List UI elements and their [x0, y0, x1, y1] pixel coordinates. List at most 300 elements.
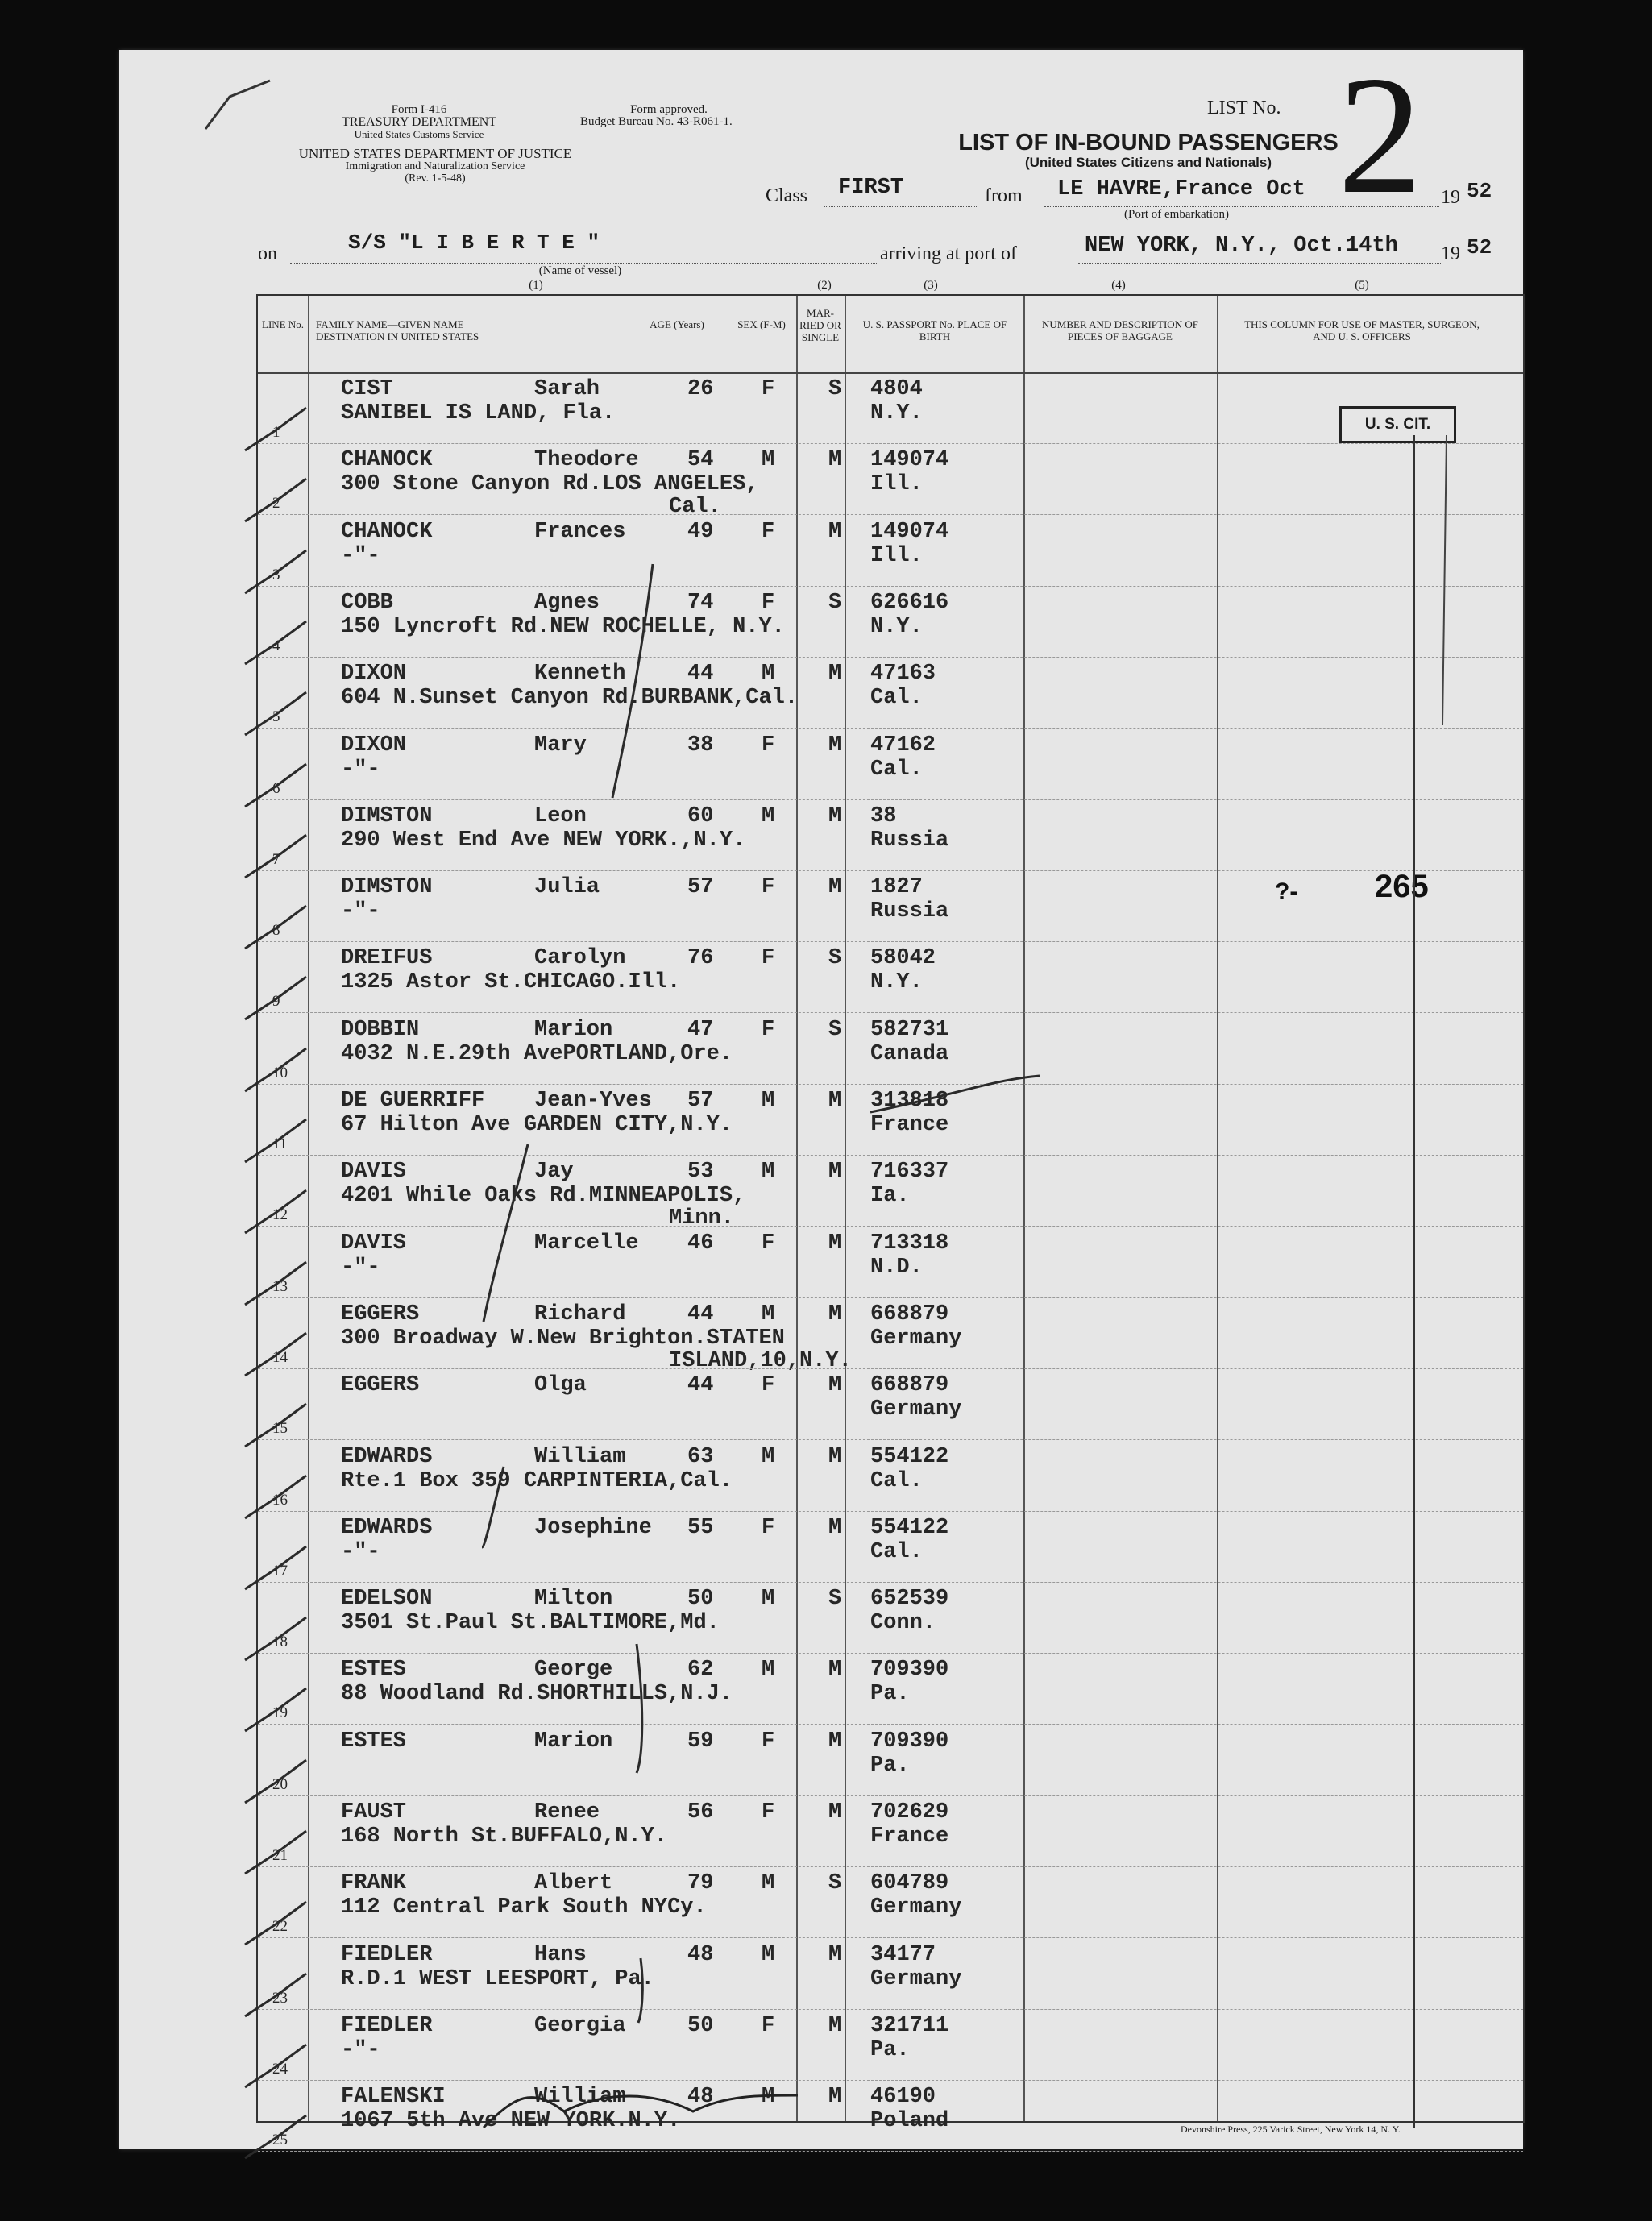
list-number: 2 — [1338, 42, 1422, 229]
table-row — [258, 1299, 1523, 1373]
sex: M — [762, 1587, 775, 1612]
col-num-2: (2) — [817, 279, 832, 292]
table-row — [258, 1370, 1523, 1441]
given-name: William — [534, 2085, 626, 2110]
line-number: 19 — [272, 1704, 288, 1722]
passport-number: 668879 — [870, 1301, 949, 1326]
table-row — [258, 2082, 1523, 2153]
row-rule — [258, 728, 1523, 729]
vessel-underline — [290, 263, 878, 264]
col-num-1: (1) — [529, 279, 543, 292]
from-label: from — [985, 185, 1023, 206]
destination: 67 Hilton Ave GARDEN CITY,N.Y. — [341, 1113, 733, 1137]
family-name: EDWARDS — [341, 1444, 433, 1469]
passport-number: 149074 — [870, 448, 949, 473]
line-number: 15 — [272, 1420, 288, 1438]
line-number: 21 — [272, 1847, 288, 1864]
family-name: DAVIS — [341, 1231, 407, 1256]
marital-status: S — [828, 1017, 842, 1042]
table-row — [258, 1156, 1523, 1231]
table-row — [258, 1797, 1523, 1868]
place-of-birth: N.Y. — [870, 401, 923, 426]
family-name: ESTES — [341, 1658, 407, 1683]
class-value: FIRST — [838, 176, 904, 200]
us-citizen-stamp: U. S. CIT. — [1339, 406, 1456, 443]
passport-number: 604789 — [870, 1871, 949, 1896]
line-number: 20 — [272, 1775, 288, 1793]
place-of-birth: Canada — [870, 1041, 949, 1066]
place-of-birth: Conn. — [870, 1611, 936, 1636]
passport-number: 554122 — [870, 1444, 949, 1469]
given-name: William — [534, 1444, 626, 1469]
row-rule — [258, 2009, 1523, 2010]
destination: -"- — [341, 1255, 380, 1280]
arrival-underline — [1078, 263, 1441, 264]
line-number: 12 — [272, 1206, 288, 1224]
given-name: Leon — [534, 803, 587, 828]
line-number: 5 — [272, 708, 280, 726]
document-subtitle: (United States Citizens and Nationals) — [1024, 155, 1272, 170]
treasury-dept: TREASURY DEPARTMENT — [341, 115, 497, 129]
passport-number: 47162 — [870, 733, 936, 758]
table-row — [258, 1654, 1523, 1725]
given-name: Georgia — [534, 2013, 626, 2038]
row-rule — [258, 1155, 1523, 1156]
marital-status: M — [828, 803, 842, 828]
passport-number: 709390 — [870, 1729, 949, 1754]
line-number: 14 — [272, 1348, 288, 1366]
place-of-birth: N.Y. — [870, 614, 923, 639]
marital-status: M — [828, 1373, 842, 1398]
marital-status: M — [828, 1800, 842, 1825]
place-of-birth: Pa. — [870, 2037, 910, 2062]
given-name: Agnes — [534, 590, 600, 615]
col-num-5: (5) — [1355, 279, 1369, 292]
row-rule — [258, 2151, 1523, 2152]
marital-status: M — [828, 2085, 842, 2110]
destination: -"- — [341, 543, 380, 568]
family-name: DOBBIN — [341, 1017, 420, 1042]
on-label: on — [258, 243, 277, 264]
form-revision: (Rev. 1-5-48) — [405, 172, 466, 185]
place-of-birth: Germany — [870, 1895, 962, 1920]
table-row — [258, 445, 1523, 520]
place-of-birth: France — [870, 1113, 949, 1137]
marital-status: M — [828, 1515, 842, 1540]
age: 54 — [687, 448, 714, 473]
table-row — [258, 1442, 1523, 1513]
family-name: FIEDLER — [341, 2013, 433, 2038]
family-name: FALENSKI — [341, 2085, 446, 2110]
given-name: Mary — [534, 733, 587, 758]
family-name: CIST — [341, 377, 393, 401]
destination: 300 Broadway W.New Brighton.STATEN — [341, 1326, 785, 1351]
row-rule — [258, 1724, 1523, 1725]
family-name: DIMSTON — [341, 803, 433, 828]
marital-status: M — [828, 1301, 842, 1326]
printer-credit: Devonshire Press, 225 Varick Street, New York 14, N. Y. — [1181, 2123, 1401, 2135]
col-head-officers: THIS COLUMN FOR USE OF MASTER, SURGEON, AND U. S. OFFICERS — [1244, 318, 1480, 342]
row-rule — [258, 514, 1523, 515]
age: 60 — [687, 803, 714, 828]
given-name: Marcelle — [534, 1231, 639, 1256]
family-name: ESTES — [341, 1729, 407, 1754]
age: 48 — [687, 1942, 714, 1967]
family-name: FIEDLER — [341, 1942, 433, 1967]
sex: M — [762, 662, 775, 687]
marital-status: M — [828, 448, 842, 473]
sex: M — [762, 448, 775, 473]
class-label: Class — [766, 185, 808, 206]
age: 50 — [687, 1587, 714, 1612]
line-number: 16 — [272, 1491, 288, 1509]
place-of-birth: N.D. — [870, 1255, 923, 1280]
sex: F — [762, 733, 775, 758]
destination-line2: Minn. — [669, 1206, 735, 1231]
age: 47 — [687, 1017, 714, 1042]
line-number: 10 — [272, 1064, 288, 1081]
passport-number: 668879 — [870, 1373, 949, 1398]
age: 57 — [687, 1089, 714, 1113]
from-year-prefix: 19 — [1441, 187, 1460, 208]
place-of-birth: N.Y. — [870, 970, 923, 995]
destination: SANIBEL IS LAND, Fla. — [341, 401, 616, 426]
sex: F — [762, 1017, 775, 1042]
sex: M — [762, 1301, 775, 1326]
sex: F — [762, 590, 775, 615]
family-name: DE GUERRIFF — [341, 1089, 485, 1113]
table-row — [258, 1086, 1523, 1156]
line-number: 6 — [272, 779, 280, 797]
passport-number: 626616 — [870, 590, 949, 615]
line-number: 9 — [272, 993, 280, 1011]
sex: F — [762, 377, 775, 401]
given-name: Frances — [534, 519, 626, 544]
marital-status: M — [828, 1231, 842, 1256]
passport-number: 716337 — [870, 1160, 949, 1185]
destination: 604 N.Sunset Canyon Rd.BURBANK,Cal. — [341, 686, 799, 711]
given-name: Carolyn — [534, 946, 626, 971]
destination: 300 Stone Canyon Rd.LOS ANGELES, — [341, 472, 759, 497]
marital-status: M — [828, 519, 842, 544]
given-name: Renee — [534, 1800, 600, 1825]
annotation-prefix: ?- — [1275, 878, 1298, 905]
sex: F — [762, 1729, 775, 1754]
passport-number: 149074 — [870, 519, 949, 544]
marital-status: S — [828, 590, 842, 615]
from-underline — [1044, 206, 1439, 207]
marital-status: M — [828, 2013, 842, 2038]
sex: M — [762, 803, 775, 828]
age: 57 — [687, 875, 714, 900]
age: 56 — [687, 1800, 714, 1825]
arrival-year: 52 — [1467, 235, 1492, 259]
place-of-birth: Cal. — [870, 686, 923, 711]
given-name: Albert — [534, 1871, 613, 1896]
destination: 4201 While Oaks Rd.MINNEAPOLIS, — [341, 1184, 746, 1209]
family-name: CHANOCK — [341, 519, 433, 544]
marital-status: M — [828, 662, 842, 687]
line-number: 17 — [272, 1562, 288, 1580]
marital-status: M — [828, 875, 842, 900]
col-head-name: FAMILY NAME—GIVEN NAME DESTINATION IN UNITED STATES — [316, 318, 479, 342]
table-row — [258, 2011, 1523, 2082]
destination: 150 Lyncroft Rd.NEW ROCHELLE, N.Y. — [341, 614, 785, 639]
place-of-birth: Cal. — [870, 757, 923, 782]
line-number: 11 — [272, 1135, 288, 1152]
destination: 290 West End Ave NEW YORK.,N.Y. — [341, 828, 746, 853]
justice-dept: UNITED STATES DEPARTMENT OF JUSTICE — [298, 146, 572, 161]
marital-status: M — [828, 1160, 842, 1185]
form-number: Form I-416 — [391, 103, 447, 116]
table-row — [258, 1726, 1523, 1797]
destination: -"- — [341, 1539, 380, 1564]
given-name: Milton — [534, 1587, 613, 1612]
destination: 1325 Astor St.CHICAGO.Ill. — [341, 970, 681, 995]
line-number: 25 — [272, 2132, 288, 2149]
marital-status: M — [828, 1658, 842, 1683]
row-rule — [258, 1795, 1523, 1796]
place-of-birth: Pa. — [870, 1682, 910, 1707]
given-name: George — [534, 1658, 613, 1683]
table-row — [258, 1228, 1523, 1299]
given-name: Jean-Yves — [534, 1089, 652, 1113]
age: 46 — [687, 1231, 714, 1256]
family-name: EDELSON — [341, 1587, 433, 1612]
sex: F — [762, 1373, 775, 1398]
given-name: Olga — [534, 1373, 587, 1398]
destination: R.D.1 WEST LEESPORT, Pa. — [341, 1966, 654, 1991]
table-row — [258, 1584, 1523, 1654]
age: 76 — [687, 946, 714, 971]
age: 44 — [687, 662, 714, 687]
table-row — [258, 374, 1523, 445]
place-of-birth: Pa. — [870, 1753, 910, 1778]
table-row — [258, 1940, 1523, 2011]
embark-caption: (Port of embarkation) — [1124, 208, 1229, 221]
line-number: 1 — [272, 424, 280, 441]
line-number: 4 — [272, 637, 280, 654]
family-name: CHANOCK — [341, 448, 433, 473]
destination: 1067 5th Ave NEW YORK.N.Y. — [341, 2109, 681, 2134]
vessel-name: S/S "L I B E R T E " — [348, 230, 600, 255]
family-name: COBB — [341, 590, 393, 615]
sex: F — [762, 875, 775, 900]
table-row — [258, 943, 1523, 1014]
place-of-birth: Germany — [870, 1966, 962, 1991]
family-name: EGGERS — [341, 1373, 420, 1398]
table-row — [258, 587, 1523, 658]
passport-number: 58042 — [870, 946, 936, 971]
place-of-birth: Ill. — [870, 543, 923, 568]
line-number: 2 — [272, 495, 280, 513]
given-name: Jay — [534, 1160, 574, 1185]
row-rule — [258, 1653, 1523, 1654]
destination: 88 Woodland Rd.SHORTHILLS,N.J. — [341, 1682, 733, 1707]
family-name: EGGERS — [341, 1301, 420, 1326]
sex: M — [762, 1871, 775, 1896]
col-head-married: MAR-RIED OR SINGLE — [799, 307, 841, 343]
marital-status: S — [828, 377, 842, 401]
form-approved: Form approved. — [630, 103, 708, 116]
customs-service: United States Customs Service — [354, 128, 484, 140]
passport-number: 652539 — [870, 1587, 949, 1612]
row-rule — [258, 1368, 1523, 1369]
marital-status: S — [828, 1587, 842, 1612]
given-name: Julia — [534, 875, 600, 900]
family-name: EDWARDS — [341, 1515, 433, 1540]
passport-number: 46190 — [870, 2085, 936, 2110]
destination: 168 North St.BUFFALO,N.Y. — [341, 1825, 668, 1849]
line-number: 7 — [272, 850, 280, 868]
age: 79 — [687, 1871, 714, 1896]
age: 26 — [687, 377, 714, 401]
place-of-birth: Cal. — [870, 1539, 923, 1564]
sex: F — [762, 1800, 775, 1825]
marital-status: M — [828, 1729, 842, 1754]
given-name: Richard — [534, 1301, 626, 1326]
family-name: DAVIS — [341, 1160, 407, 1185]
passport-number: 313818 — [870, 1089, 949, 1113]
family-name: DIXON — [341, 733, 407, 758]
col-num-4: (4) — [1111, 279, 1126, 292]
marital-status: S — [828, 1871, 842, 1896]
given-name: Hans — [534, 1942, 587, 1967]
row-rule — [258, 870, 1523, 871]
age: 50 — [687, 2013, 714, 2038]
age: 53 — [687, 1160, 714, 1185]
age: 55 — [687, 1515, 714, 1540]
row-rule — [258, 1582, 1523, 1583]
col-head-sex: SEX (F-M) — [737, 318, 786, 330]
destination: -"- — [341, 899, 380, 924]
sex: F — [762, 519, 775, 544]
table-row — [258, 1015, 1523, 1086]
arrival-year-prefix: 19 — [1441, 243, 1460, 264]
col-head-passport: U. S. PASSPORT No. PLACE OF BIRTH — [862, 318, 1007, 342]
family-name: DREIFUS — [341, 946, 433, 971]
sex: F — [762, 2013, 775, 2038]
from-value: LE HAVRE,France Oct — [1057, 177, 1305, 201]
place-of-birth: Russia — [870, 899, 949, 924]
row-rule — [258, 657, 1523, 658]
age: 63 — [687, 1444, 714, 1469]
sex: M — [762, 1942, 775, 1967]
family-name: DIXON — [341, 662, 407, 687]
destination: -"- — [341, 2037, 380, 2062]
from-year: 52 — [1467, 179, 1492, 203]
passport-number: 1827 — [870, 875, 923, 900]
sex: M — [762, 2085, 775, 2110]
vessel-caption: (Name of vessel) — [538, 264, 622, 277]
sex: M — [762, 1089, 775, 1113]
family-name: FAUST — [341, 1800, 407, 1825]
ins-name: Immigration and Naturalization Service — [345, 160, 525, 172]
place-of-birth: Cal. — [870, 1468, 923, 1493]
line-number: 8 — [272, 922, 280, 940]
line-number: 23 — [272, 1989, 288, 2007]
col-head-baggage: NUMBER AND DESCRIPTION OF PIECES OF BAGGAGE — [1042, 318, 1198, 342]
row-rule — [258, 1226, 1523, 1227]
row-rule — [258, 1937, 1523, 1938]
place-of-birth: France — [870, 1825, 949, 1849]
age: 44 — [687, 1301, 714, 1326]
table-row — [258, 517, 1523, 587]
age: 49 — [687, 519, 714, 544]
row-rule — [258, 799, 1523, 800]
place-of-birth: Poland — [870, 2109, 949, 2134]
annotation-number: 265 — [1375, 869, 1429, 904]
passport-number: 38 — [870, 803, 897, 828]
place-of-birth: Ill. — [870, 472, 923, 497]
sex: F — [762, 1515, 775, 1540]
document-title: LIST OF IN-BOUND PASSENGERS — [958, 130, 1339, 156]
marital-status: M — [828, 733, 842, 758]
row-rule — [258, 443, 1523, 444]
table-row — [258, 1868, 1523, 1939]
marital-status: M — [828, 1444, 842, 1469]
family-name: DIMSTON — [341, 875, 433, 900]
line-number: 18 — [272, 1634, 288, 1651]
passport-number: 702629 — [870, 1800, 949, 1825]
sex: M — [762, 1444, 775, 1469]
marital-status: M — [828, 1089, 842, 1113]
list-no-label: LIST No. — [1207, 98, 1281, 118]
arriving-label: arriving at port of — [880, 243, 1017, 264]
row-rule — [258, 1012, 1523, 1013]
sex: M — [762, 1160, 775, 1185]
budget-bureau: Budget Bureau No. 43-R061-1. — [580, 115, 733, 128]
line-number: 24 — [272, 2060, 288, 2078]
age: 38 — [687, 733, 714, 758]
col-head-line: LINE No. — [262, 318, 304, 330]
row-rule — [258, 586, 1523, 587]
destination: Rte.1 Box 359 CARPINTERIA,Cal. — [341, 1468, 733, 1493]
passport-number: 709390 — [870, 1658, 949, 1683]
check-mark — [243, 2114, 308, 2162]
table-row — [258, 730, 1523, 801]
sex: M — [762, 1658, 775, 1683]
passport-number: 4804 — [870, 377, 923, 401]
age: 62 — [687, 1658, 714, 1683]
line-number: 22 — [272, 1918, 288, 1936]
passport-number: 713318 — [870, 1231, 949, 1256]
table-row — [258, 1513, 1523, 1584]
passport-number: 47163 — [870, 662, 936, 687]
place-of-birth: Germany — [870, 1397, 962, 1422]
row-rule — [258, 1511, 1523, 1512]
destination: 4032 N.E.29th AvePORTLAND,Ore. — [341, 1041, 733, 1066]
given-name: Marion — [534, 1017, 613, 1042]
passport-number: 554122 — [870, 1515, 949, 1540]
row-rule — [258, 1439, 1523, 1440]
passport-number: 34177 — [870, 1942, 936, 1967]
given-name: Josephine — [534, 1515, 652, 1540]
destination-line2: Cal. — [669, 495, 721, 520]
age: 59 — [687, 1729, 714, 1754]
place-of-birth: Ia. — [870, 1184, 910, 1209]
row-rule — [258, 2080, 1523, 2081]
destination: 3501 St.Paul St.BALTIMORE,Md. — [341, 1611, 720, 1636]
destination-line2: ISLAND,10,N.Y. — [669, 1348, 852, 1373]
passport-number: 321711 — [870, 2013, 949, 2038]
age: 74 — [687, 590, 714, 615]
table-row — [258, 658, 1523, 729]
row-rule — [258, 1297, 1523, 1298]
col-head-age: AGE (Years) — [650, 318, 704, 330]
table-row — [258, 801, 1523, 872]
given-name: Sarah — [534, 377, 600, 401]
